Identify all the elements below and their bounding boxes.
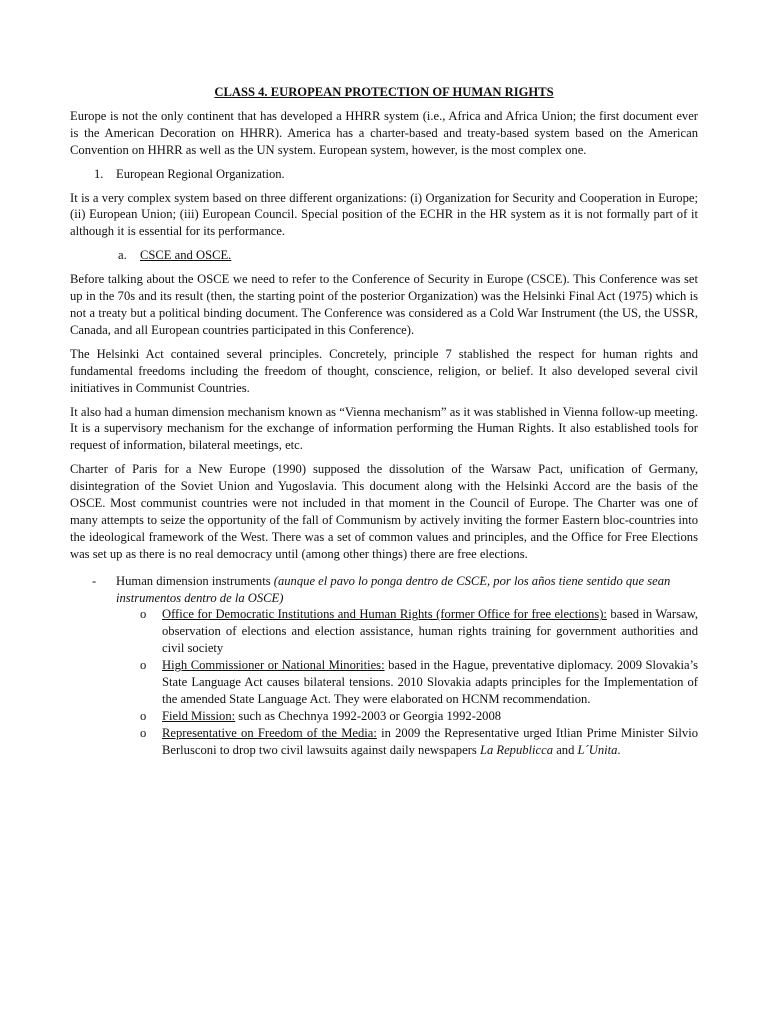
intro-paragraph: Europe is not the only continent that has developed a HHRR system (i.e., Africa and Africa Union; the first document ever is the American Decoration on HHRR). America has a charter-based and treaty-based system based on the American Convention on HHRR as well as the UN system. European system, however, is the most complex one. <box>70 108 698 157</box>
bullet-text: based in the Hague, preventative diplomacy. 2009 Slovakia’s State Language Act causes bilateral tensions. 2010 Slovakia adapts principles for the Implementation of the amended State Language Act. They were elaborated on HCNM recommendation. <box>162 658 699 706</box>
instruments-list <box>70 606 698 758</box>
newspaper-title-2: L´Unita <box>577 742 618 757</box>
list-item <box>70 708 698 725</box>
bullet-text-mid: and <box>553 742 578 757</box>
bullet-text: based in Warsaw, observation of elections and election assistance, human rights training for government authorities and civil society <box>162 607 699 656</box>
bullet-heading: Office for Democratic Institutions and Human Rights (former Office for free elections): <box>162 607 607 622</box>
section-1-heading <box>70 166 698 183</box>
bullet-marker: o <box>140 708 147 723</box>
bullet-marker: o <box>140 607 147 622</box>
section-1-number: 1. <box>94 166 104 181</box>
list-item <box>70 725 698 759</box>
subsection-a-label: CSCE and OSCE. <box>140 248 232 263</box>
dash-marker: - <box>92 573 97 588</box>
newspaper-title-1: La Republicca <box>479 742 554 757</box>
section-1-paragraph: It is a very complex system based on three different organizations: (i) Organization for Security and Cooperation in Europe; (ii) European Union; (iii) European Council. Special position of the ECHR in the HR system as it is not formally part of it although it is essential for its performance. <box>70 190 698 239</box>
helsinki-paragraph: The Helsinki Act contained several principles. Concretely, principle 7 stablished the respect for human rights and fundamental freedoms including the freedom of thought, conscience, religion, or belief. It also developed several civil initiatives in Communist Countries. <box>70 346 698 395</box>
subsection-a-letter: a. <box>118 248 127 263</box>
list-item <box>70 657 698 708</box>
list-item <box>70 606 698 657</box>
bullet-text: in 2009 the Representative urged Itlian Prime Minister Silvio Berlusconi to drop two civil lawsuits against daily newspapers <box>162 725 698 757</box>
bullet-text: such as Chechnya 1992-2003 or Georgia 1992-2008 <box>235 708 502 723</box>
section-1-label: European Regional Organization. <box>116 166 285 181</box>
vienna-paragraph: It also had a human dimension mechanism known as “Vienna mechanism” as it was stablished in Vienna follow-up meeting. It is a supervisory mechanism for the exchange of information performing the Human Rights. It also established tools for request of information, bilateral meetings, etc. <box>70 404 698 453</box>
document-title: CLASS 4. EUROPEAN PROTECTION OF HUMAN RIGHTS <box>214 85 554 99</box>
human-dimension-label: Human dimension instruments <box>116 573 274 588</box>
csce-paragraph: Before talking about the OSCE we need to refer to the Conference of Security in Europe (CSCE). This Conference was set up in the 70s and its result (then, the starting point of the posterior Organization) was the Helsinki Final Act (1975) which is not a treaty but a political binding document. The Conference was considered as a Cold War Instrument (the US, the USSR, Canada, and all European countries participated in this Conference). <box>70 272 698 337</box>
bullet-heading: Field Mission: <box>162 708 236 723</box>
document-page <box>70 84 698 759</box>
human-dimension-item <box>70 573 698 607</box>
charter-paris-paragraph: Charter of Paris for a New Europe (1990) supposed the dissolution of the Warsaw Pact, unification of Germany, disintegration of the Soviet Union and Yugoslavia. This document along with the Helsinki Accord are the basis of the OSCE. Most communist countries were not included in that moment in the Council of Europe. The Charter was one of many attempts to seize the opportunity of the fall of Communism by actively inviting the former Eastern bloc-countries into the ideological framework of the West. There was a set of common values and principles, and the Office for Free Elections was set up as there is no real democracy until (among other things) there are free elections. <box>70 462 698 561</box>
bullet-marker: o <box>140 658 147 673</box>
bullet-heading: High Commissioner or National Minorities: <box>162 658 385 673</box>
bullet-text-end: . <box>617 742 621 757</box>
subsection-a-heading <box>70 247 698 264</box>
bullet-marker: o <box>140 725 147 740</box>
bullet-heading: Representative on Freedom of the Media: <box>162 725 377 740</box>
human-dimension-note: (aunque el pavo lo ponga dentro de CSCE, por los años tiene sentido que sean instrumentos dentro de la OSCE) <box>116 573 671 605</box>
